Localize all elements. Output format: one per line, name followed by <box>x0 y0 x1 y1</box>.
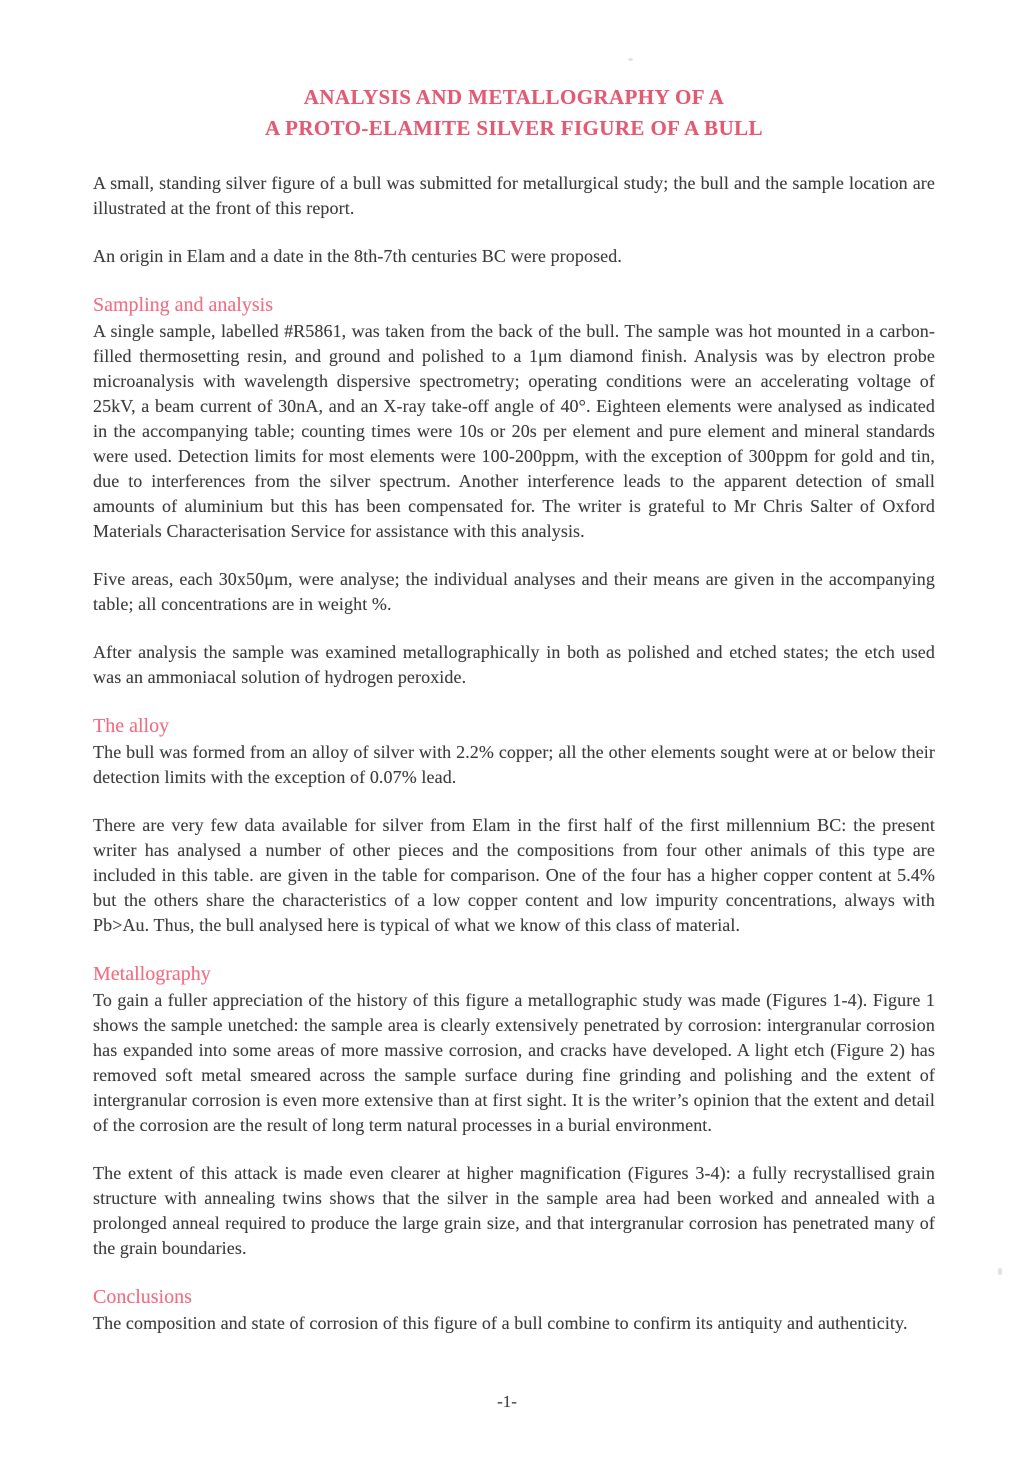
section-heading-metallography: Metallography <box>93 963 211 985</box>
scan-artifact <box>998 1268 1002 1275</box>
section-intro <box>93 171 935 269</box>
section-sampling-and-analysis <box>93 292 935 690</box>
document-title-line2: A PROTO-ELAMITE SILVER FIGURE OF A BULL <box>265 116 763 140</box>
intro-paragraph-2: An origin in Elam and a date in the 8th-7th centuries BC were proposed. <box>93 246 622 266</box>
section-the-alloy <box>93 713 935 938</box>
section-heading-the-alloy: The alloy <box>93 715 170 737</box>
sampling-paragraph-3: After analysis the sample was examined metallographically in both as polished and etched states; the etch used was an ammoniacal solution of hydrogen peroxide. <box>93 642 935 687</box>
metallography-paragraph-2: The extent of this attack is made even clearer at higher magnification (Figures 3-4): a fully recrystallised grain structure with annealing twins shows that the silver in the sample area had been worked and annealed with a prolonged anneal required to produce the large grain size, and that intergranular corrosion has penetrated many of the grain boundaries. <box>93 1163 935 1258</box>
page-number: -1- <box>497 1392 517 1411</box>
section-heading-sampling-and-analysis: Sampling and analysis <box>93 294 273 316</box>
sampling-paragraph-2: Five areas, each 30x50μm, were analyse; the individual analyses and their means are given in the accompanying table; all concentrations are in weight %. <box>93 569 935 614</box>
sampling-paragraph-1: A single sample, labelled #R5861, was taken from the back of the bull. The sample was hot mounted in a carbon-filled thermosetting resin, and ground and polished to a 1μm diamond finish. Analysis was by electron probe microanalysis with wavelength dispersive spectrometry; operating conditions were an accelerating voltage of 25kV, a beam current of 30nA, and an X-ray take-off angle of 40°. Eighteen elements were analysed as indicated in the accompanying table; counting times were 10s or 20s per element and pure element and mineral standards were used. Detection limits for most elements were 100-200ppm, with the exception of 300ppm for gold and tin, due to interferences from the silver spectrum. Another interference leads to the apparent detection of small amounts of aluminium but this has been compensated for. The writer is grateful to Mr Chris Salter of Oxford Materials Characterisation Service for assistance with this analysis. <box>93 321 935 541</box>
section-conclusions <box>93 1284 935 1336</box>
intro-paragraph-1: A small, standing silver figure of a bull was submitted for metallurgical study; the bull and the sample location are illustrated at the front of this report. <box>93 173 935 218</box>
alloy-paragraph-2: There are very few data available for silver from Elam in the first half of the first millennium BC: the present writer has analysed a number of other pieces and the compositions from four other animals of this type are included in this table. are given in the table for comparison. One of the four has a higher copper content at 5.4% but the others share the characteristics of a low copper content and low impurity concentrations, always with Pb>Au. Thus, the bull analysed here is typical of what we know of this class of material. <box>93 815 935 935</box>
document-title <box>93 82 935 144</box>
scan-artifact <box>628 58 633 61</box>
section-heading-conclusions: Conclusions <box>93 1286 192 1308</box>
metallography-paragraph-1: To gain a fuller appreciation of the history of this figure a metallographic study was made (Figures 1-4). Figure 1 shows the sample unetched: the sample area is clearly extensively penetrated by corrosion: intergranular corrosion has expanded into some areas of more massive corrosion, and cracks have developed. A light etch (Figure 2) has removed soft metal smeared across the sample surface during fine grinding and polishing and the extent of intergranular corrosion is even more extensive than at first sight. It is the writer’s opinion that the extent and detail of the corrosion are the result of long term natural processes in a burial environment. <box>93 990 935 1135</box>
section-metallography <box>93 961 935 1261</box>
document-body <box>93 171 935 1336</box>
alloy-paragraph-1: The bull was formed from an alloy of silver with 2.2% copper; all the other elements sought were at or below their detection limits with the exception of 0.07% lead. <box>93 742 935 787</box>
conclusions-paragraph-1: The composition and state of corrosion of this figure of a bull combine to confirm its antiquity and authenticity. <box>93 1313 908 1333</box>
document-title-line1: ANALYSIS AND METALLOGRAPHY OF A <box>303 85 725 109</box>
